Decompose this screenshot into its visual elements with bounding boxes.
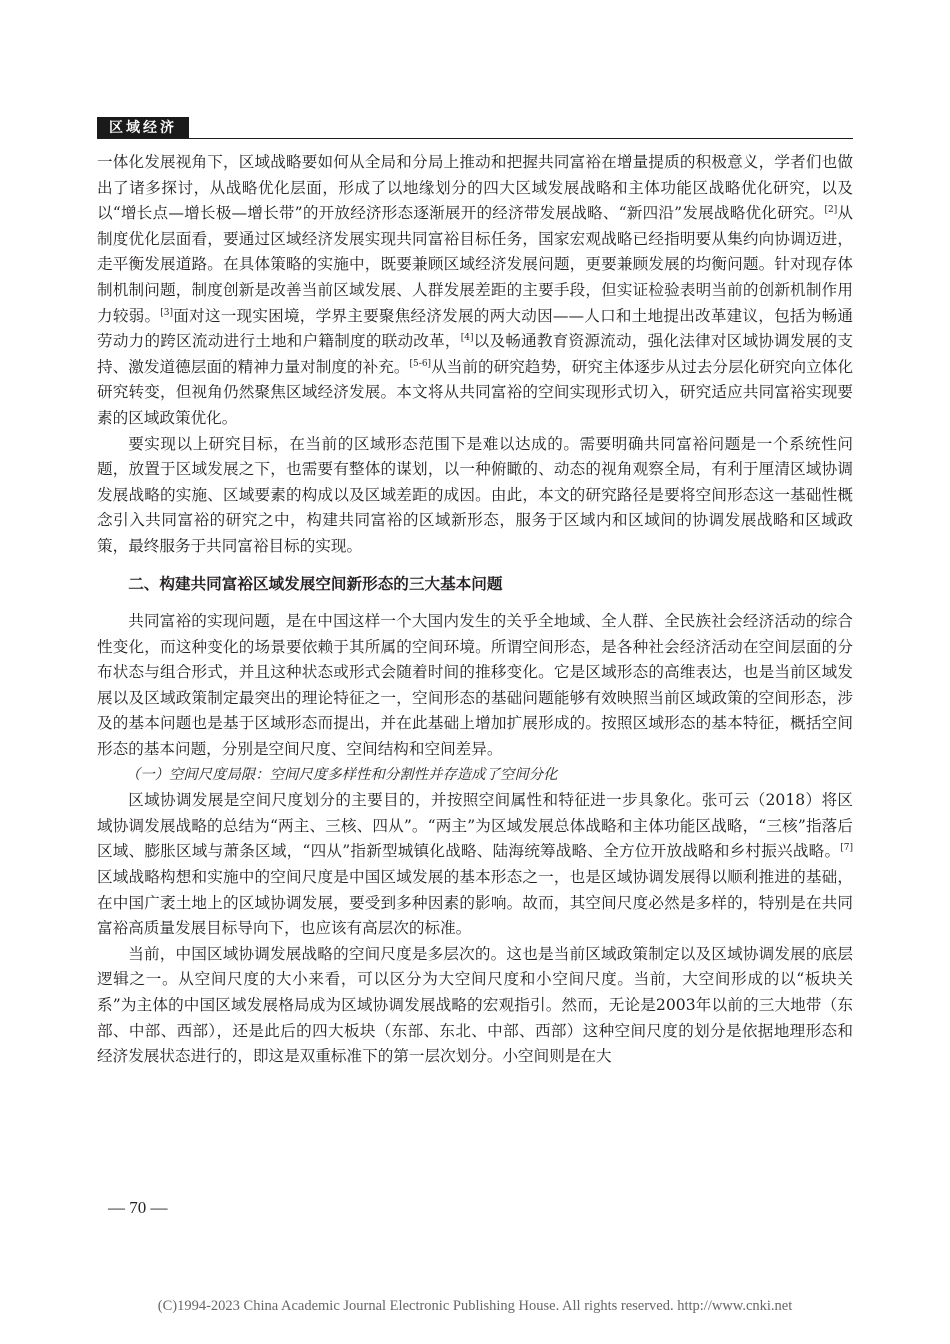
section-tag: 区域经济 — [97, 117, 189, 139]
page-number: — 70 — — [108, 1198, 168, 1217]
p1-text-b: 从制度优化层面看，要通过区域经济发展实现共同富裕目标任务，国家宏观战略已经指明要从集约向协调迈进，走平衡发展道路。在具体策略的实施中，既要兼顾区域经济发展问题，更要兼顾发展的均衡问题。针对现存体制机制问题，制度创新是改善当前区域发展、人群发展差距的主要手段，但实证检验表明当前的创新机制作用力较弱。 — [97, 204, 853, 325]
citation-4[interactable]: [4] — [460, 332, 474, 343]
citation-2[interactable]: [2] — [824, 205, 838, 215]
section-heading: 二、构建共同富裕区域发展空间新形态的三大基本问题 — [128, 574, 503, 593]
copyright-notice: (C)1994-2023 China Academic Journal Electronic Publishing House. All rights reserved. http://www.cnki.net — [157, 1298, 793, 1314]
paragraph-1 — [97, 150, 853, 432]
paragraph-3: 共同富裕的实现问题，是在中国这样一个大国内发生的关乎全地域、全人群、全民族社会经济活动的综合性变化，而这种变化的场景要依赖于其所属的空间环境。所谓空间形态，是各种社会经济活动在空间层面的分布状态与组合形式，并且这种状态或形式会随着时间的推移变化。它是区域形态的高维表达，也是当前区域发展以及区域政策制定最突出的理论特征之一，空间形态的基础问题能够有效映照当前区域政策的空间形态，涉及的基本问题也是基于区域形态而提出，并在此基础上增加扩展形成的。按照区域形态的基本特征，概括空间形态的基本问题，分别是空间尺度、空间结构和空间差异。 — [97, 612, 853, 759]
citation-3[interactable]: [3] — [160, 307, 174, 318]
header-rule — [97, 138, 853, 139]
p1-text-d: 以及畅通教育资源流动，强化法律对区域协调发展的支持、激发道德层面的精神力量对制度的补充。 — [97, 332, 853, 376]
paragraph-5: 当前，中国区域协调发展战略的空间尺度是多层次的。这也是当前区域政策制定以及区域协调发展的底层逻辑之一。从空间尺度的大小来看，可以区分为大空间尺度和小空间尺度。当前，大空间形成的以“板块关系”为主体的中国区域发展格局成为区域协调发展战略的宏观指引。然而，无论是2003年以前的三大地带（东部、中部、西部），还是此后的四大板块（东部、东北、中部、西部）这种空间尺度的划分是依据地理形态和经济发展状态进行的，即这是双重标准下的第一层次划分。小空间则是在大 — [97, 944, 853, 1066]
citation-5-6[interactable]: [5-6] — [409, 358, 432, 369]
subsection-heading: （一）空间尺度局限：空间尺度多样性和分割性并存造成了空间分化 — [125, 766, 558, 783]
article-body — [97, 150, 853, 1070]
citation-7[interactable]: [7] — [840, 843, 853, 854]
p4-text-a: 区域协调发展是空间尺度划分的主要目的，并按照空间属性和特征进一步具象化。张可云（2018）将区域协调发展战略的总结为“两主、三核、四从”。“两主”为区域发展总体战略和主体功能区战略，“三核”指落后区域、膨胀区域与萧条区域，“四从”指新型城镇化战略、陆海统筹战略、全方位开放战略和乡村振兴战略。 — [97, 791, 853, 861]
p4-text-b: 区域战略构想和实施中的空间尺度是中国区域发展的基本形态之一，也是区域协调发展得以顺利推进的基础，在中国广袤土地上的区域协调发展，要受到多种因素的影响。故而，其空间尺度必然是多样的，特别是在共同富裕高质量发展目标导向下，也应该有高层次的标准。 — [97, 868, 853, 938]
paragraph-4 — [97, 788, 853, 942]
p1-text-a: 一体化发展视角下，区域战略要如何从全局和分局上推动和把握共同富裕在增量提质的积极意义，学者们也做出了诸多探讨，从战略优化层面，形成了以地缘划分的四大区域发展战略和主体功能区战略优化研究，以及以“增长点—增长极—增长带”的开放经济形态逐渐展开的经济带发展战略、“新四沿”发展战略优化研究。 — [97, 153, 853, 223]
p1-text-c: 面对这一现实困境，学界主要聚焦经济发展的两大动因——人口和土地提出改革建议，包括为畅通劳动力的跨区流动进行土地和户籍制度的联动改革， — [97, 306, 853, 351]
p1-text-e: 从当前的研究趋势，研究主体逐步从过去分层化研究向立体化研究转变，但视角仍然聚焦区域经济发展。本文将从共同富裕的空间实现形式切入，研究适应共同富裕实现要素的区域政策优化。 — [97, 357, 853, 427]
paragraph-2: 要实现以上研究目标，在当前的区域形态范围下是难以达成的。需要明确共同富裕问题是一个系统性问题，放置于区域发展之下，也需要有整体的谋划，以一种俯瞰的、动态的视角观察全局，有利于厘清区域协调发展战略的实施、区域要素的构成以及区域差距的成因。由此，本文的研究路径是要将空间形态这一基础性概念引入共同富裕的研究之中，构建共同富裕的区域新形态，服务于区域内和区域间的协调发展战略和区域政策，最终服务于共同富裕目标的实现。 — [97, 434, 853, 555]
